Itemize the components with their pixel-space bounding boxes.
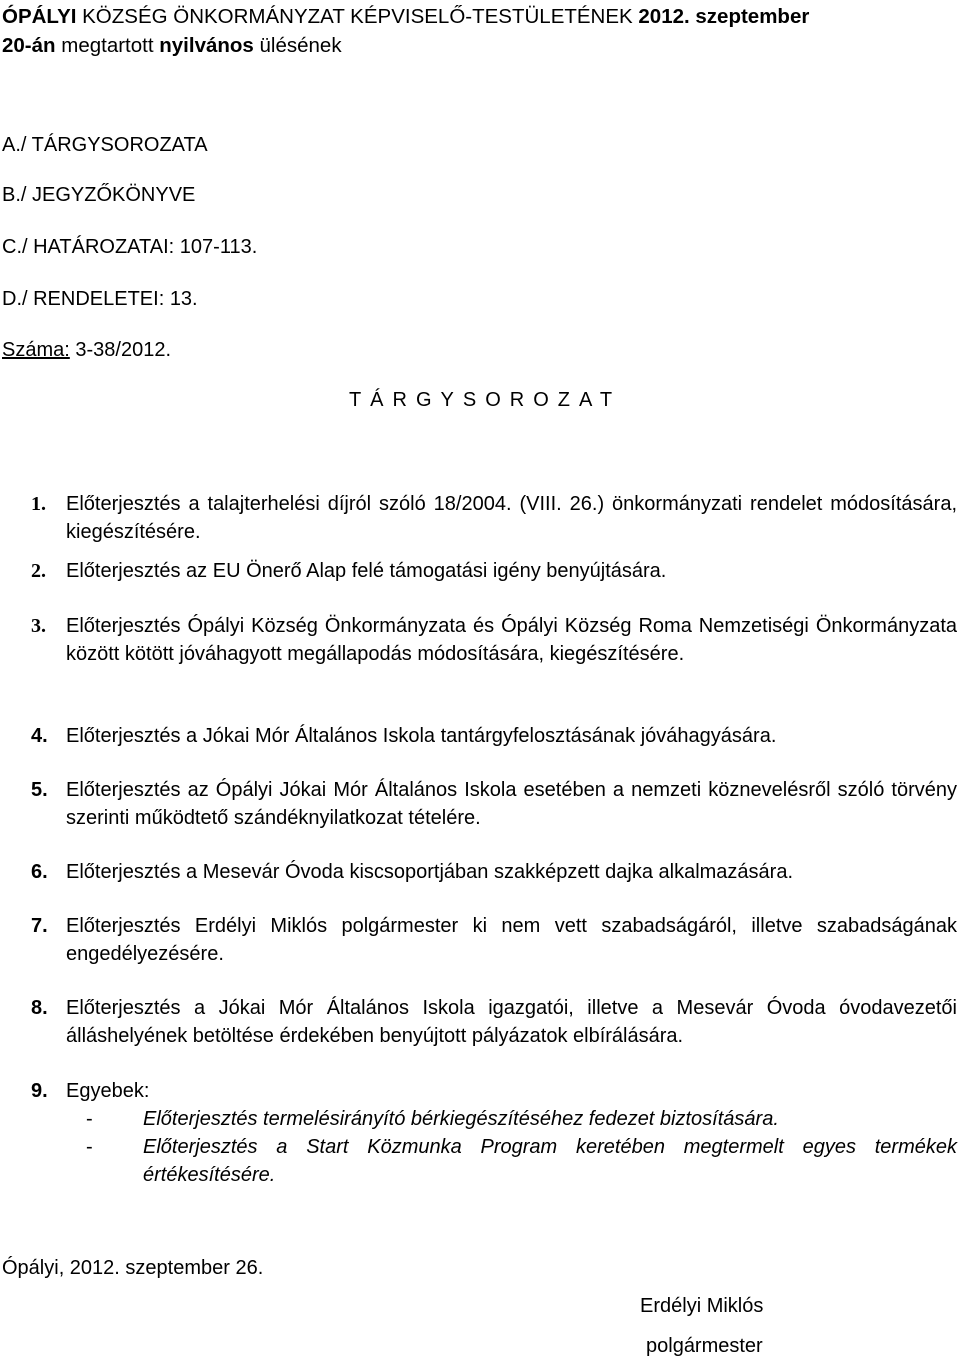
signer-name: Erdélyi Miklós [640, 1295, 764, 1317]
subitem-text: Előterjesztés a Start Közmunka Program keretében megtermelt egyes termékek értékesítésére. [143, 1136, 957, 1186]
agenda-item-number: 2. [31, 560, 46, 582]
document-header [2, 2, 957, 60]
signer-title: polgármester [646, 1335, 763, 1357]
agenda-item-text: Előterjesztés a Mesevár Óvoda kiscsoportjában szakképzett dajka alkalmazására. [66, 861, 794, 883]
header-village-name: ÓPÁLYI [2, 5, 77, 28]
agenda-item-number: 4. [31, 725, 48, 747]
agenda-item [31, 912, 957, 968]
subitem-dash: - [86, 1108, 93, 1130]
place-and-date: Ópályi, 2012. szeptember 26. [2, 1257, 264, 1279]
header-date-year-month: 2012. szeptember [638, 5, 810, 28]
other-subitem [86, 1133, 957, 1189]
index-agenda: A./ TÁRGYSOROZATA [2, 134, 208, 156]
subitem-text: Előterjesztés termelésirányító bérkiegészítéséhez fedezet biztosítására. [143, 1108, 779, 1130]
agenda-item-number: 8. [31, 997, 48, 1019]
index-reference-number [2, 336, 171, 364]
agenda-item-text: Előterjesztés Erdélyi Miklós polgármester ki nem vett szabadságáról, illetve szabadságának engedélyezésére. [66, 915, 957, 965]
index-minutes: B./ JEGYZŐKÖNYVE [2, 184, 196, 206]
agenda-item [31, 490, 957, 546]
agenda-item-text: Előterjesztés a Jókai Mór Általános Iskola igazgatói, illetve a Mesevár Óvoda óvodavezetői álláshelyének betöltése érdekében benyújtott pályázatok elbírálására. [66, 997, 957, 1047]
agenda-item [31, 557, 957, 585]
agenda-item-text: Előterjesztés a talajterhelési díjról szóló 18/2004. (VIII. 26.) önkormányzati rendelet módosítására, kiegészítésére. [66, 493, 957, 543]
agenda-item-number: 3. [31, 615, 46, 637]
agenda-item [31, 994, 957, 1050]
other-subitem [86, 1105, 957, 1133]
agenda-item-text: Egyebek: [66, 1080, 150, 1102]
index-decrees: D./ RENDELETEI: 13. [2, 288, 198, 310]
agenda-item-text: Előterjesztés Ópályi Község Önkormányzata és Ópályi Község Roma Nemzetiségi Önkormányzata között kötött jóváhagyott megállapodás módosítására, kiegészítésére. [66, 615, 957, 665]
agenda-item [31, 776, 957, 832]
agenda-item-number: 1. [31, 493, 46, 515]
reference-value: 3-38/2012. [69, 339, 172, 361]
header-body-text: KÖZSÉG ÖNKORMÁNYZAT KÉPVISELŐ-TESTÜLETÉNEK [76, 5, 639, 28]
agenda-item-text: Előterjesztés a Jókai Mór Általános Iskola tantárgyfelosztásának jóváhagyására. [66, 725, 777, 747]
header-public-word: nyilvános [159, 34, 254, 57]
index-resolutions: C./ HATÁROZATAI: 107-113. [2, 236, 258, 258]
subitem-dash: - [86, 1136, 93, 1158]
agenda-item-number: 7. [31, 915, 48, 937]
agenda-item-number: 9. [31, 1080, 48, 1102]
agenda-item-text: Előterjesztés az Ópályi Jókai Mór Általános Iskola esetében a nemzeti köznevelésről szóló törvény szerinti működtető szándéknyilatkozat tételére. [66, 779, 957, 829]
agenda-item [31, 722, 957, 750]
agenda-item-number: 6. [31, 861, 48, 883]
agenda-item-text: Előterjesztés az EU Önerő Alap felé támogatási igény benyújtására. [66, 560, 667, 582]
header-held-text: megtartott [55, 34, 160, 57]
header-session-text: ülésének [253, 34, 342, 57]
agenda-title: TÁRGYSOROZAT [348, 389, 622, 411]
header-date-day: 20-án [2, 34, 56, 57]
reference-label: Száma: [2, 339, 70, 361]
agenda-item [31, 612, 957, 668]
agenda-item [31, 858, 957, 886]
agenda-item [31, 1077, 957, 1105]
agenda-item-number: 5. [31, 779, 48, 801]
